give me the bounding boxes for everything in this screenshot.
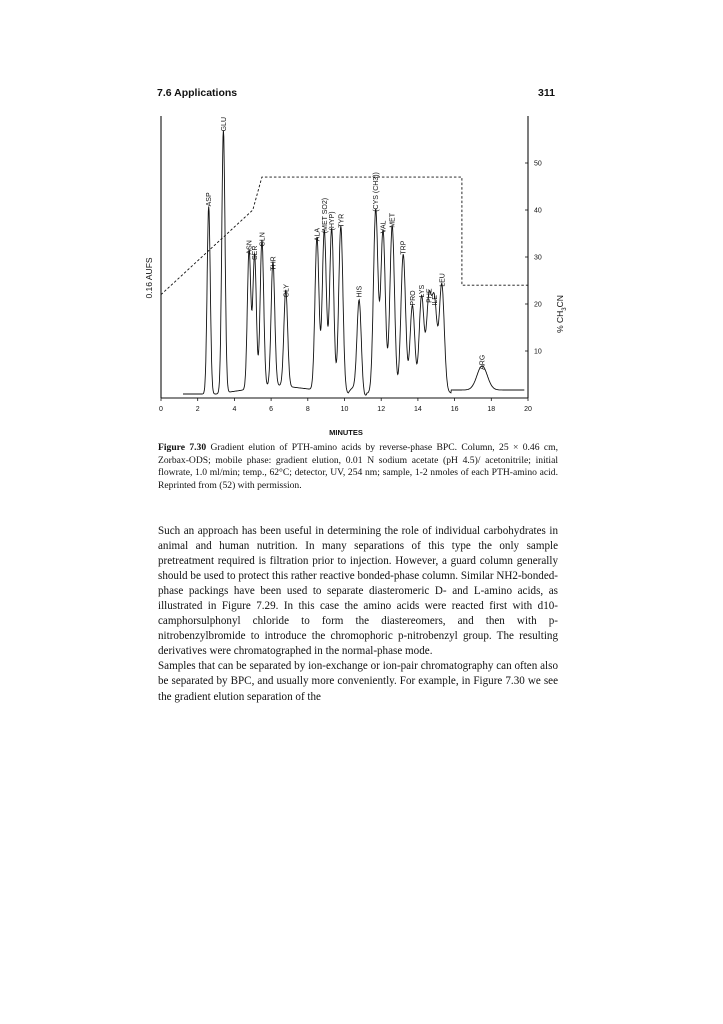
x-tick-label: 8 <box>305 406 310 413</box>
peak-label: PRO <box>409 290 417 306</box>
x-tick-label: 2 <box>195 406 200 413</box>
body-text <box>158 524 558 705</box>
right-tick-label: 30 <box>534 254 542 262</box>
peak-label: LEU <box>439 273 447 287</box>
x-tick-label: 4 <box>232 406 237 413</box>
peak-label: ASN <box>246 240 254 255</box>
x-tick-label: 6 <box>269 406 274 413</box>
peak-label: (CYS (CH3)) <box>373 172 381 212</box>
peak-label: VAL <box>380 220 388 234</box>
x-tick-label: 20 <box>524 406 532 413</box>
chromatogram-figure <box>135 108 575 438</box>
peak-label: GLN <box>259 232 267 247</box>
peak-label: PHE <box>426 288 434 303</box>
peak-label: GLU <box>220 116 228 132</box>
right-tick-label: 10 <box>534 348 542 356</box>
running-head <box>157 87 555 103</box>
right-tick-label: 20 <box>534 301 542 309</box>
x-axis <box>159 398 532 413</box>
paragraph: Samples that can be separated by ion-exchange or ion-pair chromatography can often also be separated by BPC, and usually more conveniently. For example, in Figure 7.30 we see the gradient elution separation of the <box>158 660 558 703</box>
page-number: 311 <box>538 87 555 99</box>
peak-label: LYS <box>419 284 427 298</box>
x-tick-label: 0 <box>159 406 163 413</box>
figure-caption-text: Gradient elution of PTH-amino acids by reverse-phase BPC. Column, 25 × 0.46 cm, Zorbax-ODS; mobile phase: gradient elution, 0.01 N sodium acetate (pH 4.5)/ acetonitrile; initial flowrate, 1.0 ml/min; temp., 62°C; detector, UV, 254 nm; sample, 1-2 nmoles of each PTH-amino acid. Reprinted from (52) with permission. <box>158 442 558 491</box>
peak-label: (MET SO2) <box>321 197 329 234</box>
peak-label: TYR <box>338 213 346 228</box>
peak-label: HIS <box>356 285 364 298</box>
right-tick-label: 40 <box>534 207 542 215</box>
peak-label: ALA <box>314 227 322 242</box>
x-tick-label: 10 <box>340 406 349 413</box>
y-axis-label-left: 0.16 AUFS <box>144 257 154 299</box>
peak-label: ASP <box>206 192 214 207</box>
y-axis-label-right: % $CH_3CN$ <box>555 295 568 333</box>
peak-label: SER <box>252 245 260 260</box>
figure-label: Figure 7.30 <box>158 442 207 453</box>
peak-label: THR <box>270 256 278 271</box>
right-tick-label: 50 <box>534 160 542 168</box>
peak-label: ILE <box>431 295 439 306</box>
peak-label: GLY <box>283 284 291 298</box>
figure-caption <box>158 442 558 492</box>
peak-label: TRP <box>400 240 408 255</box>
peak-label: ARG <box>479 354 487 370</box>
x-tick-label: 18 <box>487 406 496 413</box>
peak-label: MET <box>389 213 397 228</box>
chromatogram-trace <box>183 130 524 395</box>
paragraph: Such an approach has been useful in determining the role of individual carbohydrates in animal and human nutrition. In many separations of this type the only sample pretreatment required is filtration prior to injection. However, a guard column generally should be used to protect this rather reactive bonded-phase column. Similar NH2-bonded-phase packings have been used to separate diasteromeric D- and L-amino acids, as illustrated in Figure 7.29. In this case the amino acids were reacted first with d10-camphorsulphonyl chloride to form the diastereomers, and then with p-nitrobenzylbromide to introduce the chromophoric p-nitrobenzyl group. The resulting derivatives were chromatographed in the normal-phase mode. <box>158 525 558 658</box>
x-axis-label: MINUTES <box>329 428 363 437</box>
peak-label: (HYP) <box>329 211 337 231</box>
section-title: 7.6 Applications <box>157 87 238 99</box>
elution-trace <box>183 130 524 395</box>
x-tick-label: 12 <box>377 406 386 413</box>
x-tick-label: 14 <box>414 406 422 413</box>
x-tick-label: 16 <box>450 406 459 413</box>
